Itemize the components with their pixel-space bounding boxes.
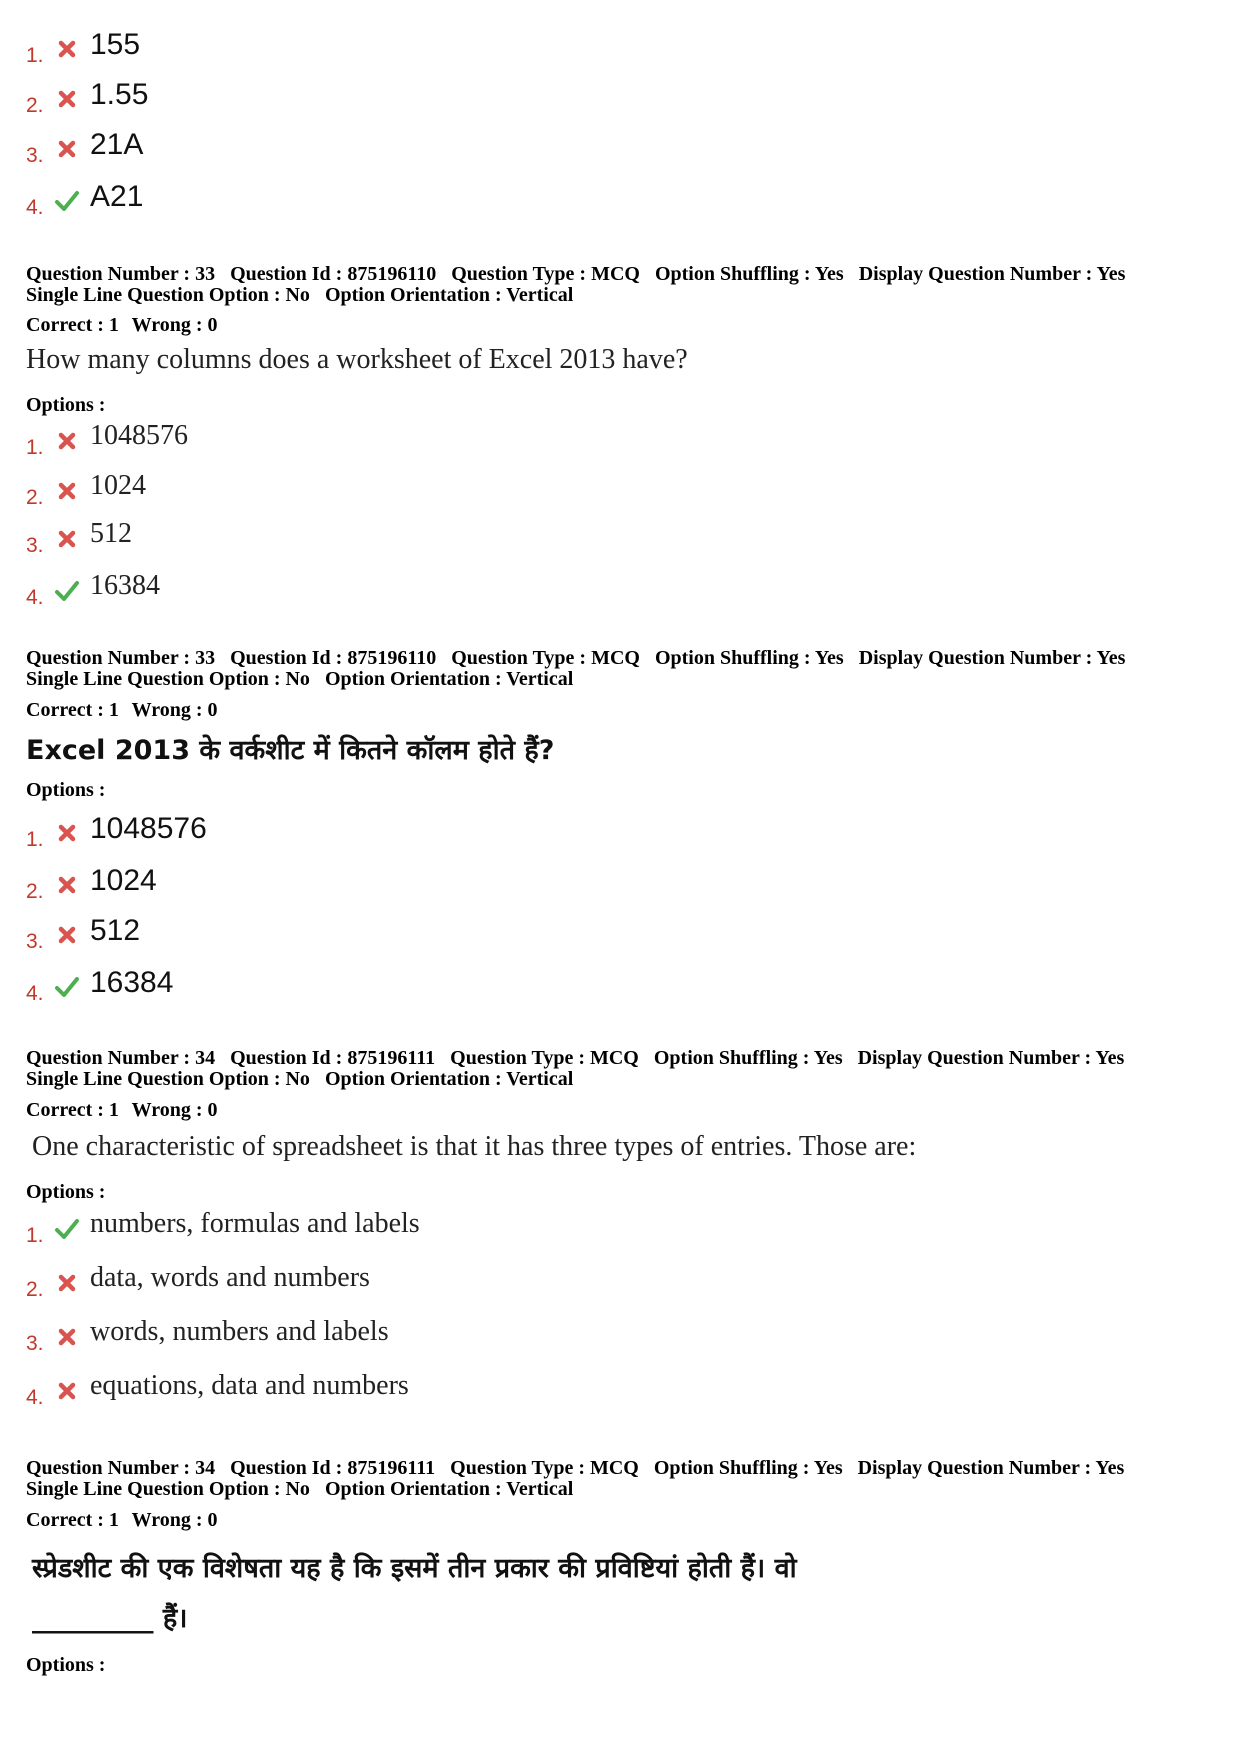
cross-icon: [54, 820, 80, 846]
question-number: Question Number : 33: [26, 647, 216, 669]
option-number: 2.: [26, 94, 44, 117]
single-line-option: Single Line Question Option : No: [26, 284, 310, 306]
question-number: Question Number : 34: [26, 1047, 216, 1069]
options-label: Options :: [26, 1181, 106, 1203]
cross-icon: [54, 922, 80, 948]
question-text: Excel 2013 के वर्कशीट में कितने कॉलम होते हैं?: [26, 735, 555, 766]
question-id: Question Id : 875196111: [230, 1047, 436, 1069]
cross-icon: [54, 872, 80, 898]
question-text: One characteristic of spreadsheet is that it has three types of entries. Those are:: [32, 1131, 917, 1162]
cross-icon: [54, 526, 80, 552]
correct-marks: Correct : 1: [26, 699, 119, 721]
correct-marks: Correct : 1: [26, 314, 119, 336]
wrong-marks: Wrong : 0: [131, 1509, 218, 1531]
check-icon: [54, 974, 80, 1000]
question-type: Question Type : MCQ: [451, 263, 640, 285]
option-number: 1.: [26, 828, 44, 851]
option-number: 1.: [26, 436, 44, 459]
option-shuffling: Option Shuffling : Yes: [654, 263, 844, 285]
option-shuffling: Option Shuffling : Yes: [653, 1047, 843, 1069]
correct-marks: Correct : 1: [26, 1509, 119, 1531]
option-number: 3.: [26, 930, 44, 953]
single-line-option: Single Line Question Option : No: [26, 668, 310, 690]
cross-icon: [54, 1270, 80, 1296]
option-text: 16384: [90, 570, 160, 601]
option-text: 1.55: [90, 78, 149, 111]
option-number: 1.: [26, 1224, 44, 1247]
options-label: Options :: [26, 779, 106, 801]
cross-icon: [54, 1324, 80, 1350]
option-number: 3.: [26, 534, 44, 557]
options-label: Options :: [26, 394, 106, 416]
question-id: Question Id : 875196110: [230, 647, 437, 669]
correct-marks: Correct : 1: [26, 1099, 119, 1121]
option-orientation: Option Orientation : Vertical: [324, 668, 574, 690]
option-number: 4.: [26, 196, 44, 219]
wrong-marks: Wrong : 0: [131, 1099, 218, 1121]
check-icon: [54, 188, 80, 214]
option-text: 155: [90, 28, 141, 61]
option-text: equations, data and numbers: [90, 1370, 409, 1401]
option-text: A21: [90, 180, 144, 213]
option-number: 2.: [26, 1278, 44, 1301]
question-text-line-2: _________ हैं।: [32, 1603, 188, 1634]
cross-icon: [54, 1378, 80, 1404]
marking-scheme: [26, 314, 226, 337]
option-number: 3.: [26, 1332, 44, 1355]
option-orientation: Option Orientation : Vertical: [324, 1478, 574, 1500]
cross-icon: [54, 428, 80, 454]
option-text: 512: [90, 914, 141, 947]
display-question-number: Display Question Number : Yes: [857, 1047, 1125, 1069]
cross-icon: [54, 86, 80, 112]
option-orientation: Option Orientation : Vertical: [324, 284, 574, 306]
option-text: 512: [90, 518, 132, 549]
cross-icon: [54, 478, 80, 504]
display-question-number: Display Question Number : Yes: [858, 263, 1126, 285]
option-text: 16384: [90, 966, 174, 999]
question-number: Question Number : 34: [26, 1457, 216, 1479]
option-text: 21A: [90, 128, 144, 161]
option-shuffling: Option Shuffling : Yes: [654, 647, 844, 669]
wrong-marks: Wrong : 0: [131, 314, 218, 336]
check-icon: [54, 1216, 80, 1242]
display-question-number: Display Question Number : Yes: [858, 647, 1126, 669]
option-number: 3.: [26, 144, 44, 167]
option-number: 4.: [26, 982, 44, 1005]
option-text: 1024: [90, 864, 157, 897]
option-shuffling: Option Shuffling : Yes: [653, 1457, 843, 1479]
option-orientation: Option Orientation : Vertical: [324, 1068, 574, 1090]
question-meta: [26, 1048, 1216, 1090]
option-number: 1.: [26, 44, 44, 67]
question-meta: [26, 648, 1216, 690]
option-text: numbers, formulas and labels: [90, 1208, 420, 1239]
option-text: 1048576: [90, 812, 207, 845]
question-type: Question Type : MCQ: [450, 1047, 639, 1069]
option-number: 4.: [26, 586, 44, 609]
option-number: 4.: [26, 1386, 44, 1409]
wrong-marks: Wrong : 0: [131, 699, 218, 721]
option-text: 1048576: [90, 420, 188, 451]
cross-icon: [54, 136, 80, 162]
question-meta: [26, 1458, 1216, 1500]
question-id: Question Id : 875196110: [230, 263, 437, 285]
question-number: Question Number : 33: [26, 263, 216, 285]
question-type: Question Type : MCQ: [450, 1457, 639, 1479]
question-text: How many columns does a worksheet of Excel 2013 have?: [26, 344, 688, 375]
marking-scheme: [26, 699, 226, 722]
display-question-number: Display Question Number : Yes: [857, 1457, 1125, 1479]
question-type: Question Type : MCQ: [451, 647, 640, 669]
single-line-option: Single Line Question Option : No: [26, 1478, 310, 1500]
option-number: 2.: [26, 880, 44, 903]
single-line-option: Single Line Question Option : No: [26, 1068, 310, 1090]
option-text: words, numbers and labels: [90, 1316, 389, 1347]
question-id: Question Id : 875196111: [230, 1457, 436, 1479]
question-meta: [26, 264, 1216, 306]
option-text: 1024: [90, 470, 146, 501]
cross-icon: [54, 36, 80, 62]
check-icon: [54, 578, 80, 604]
question-text-line-1: स्प्रेडशीट की एक विशेषता यह है कि इसमें तीन प्रकार की प्रविष्टियां होती हैं। वो: [32, 1553, 797, 1584]
marking-scheme: [26, 1509, 226, 1532]
option-text: data, words and numbers: [90, 1262, 370, 1293]
options-label: Options :: [26, 1654, 106, 1676]
marking-scheme: [26, 1099, 226, 1122]
option-number: 2.: [26, 486, 44, 509]
